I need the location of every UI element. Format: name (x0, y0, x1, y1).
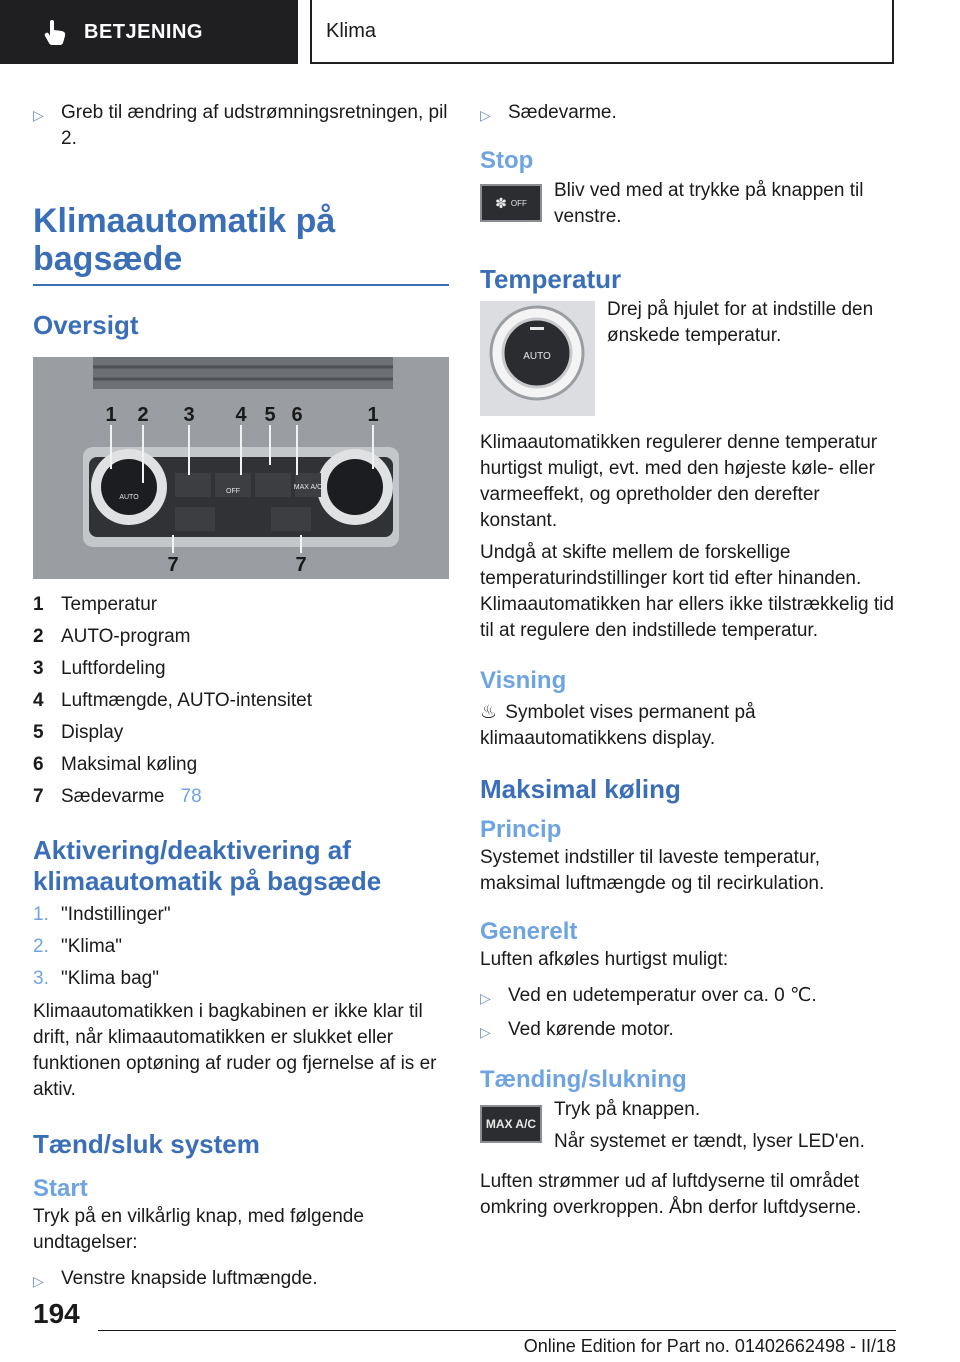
triangle-bullet-icon: ▷ (33, 1273, 44, 1289)
heading-start: Start (33, 1175, 88, 1202)
heading-onoff: Tænd/sluk system (33, 1129, 260, 1159)
panel-label: 2 (137, 404, 149, 426)
paragraph: Drej på hjulet for at indstille den ønskede temperatur. (607, 299, 874, 346)
svg-text:AUTO: AUTO (523, 351, 551, 362)
panel-label: 5 (264, 404, 276, 426)
panel-label: 3 (183, 404, 195, 426)
paragraph: Når systemet er tændt, lyser LED'en. (554, 1131, 865, 1152)
paragraph: Undgå at skifte mellem de forskellige temperaturindstillinger kort tid efter hinanden. Klimaautomatikken har ellers ikke tilstrækkelig tid til at regulere den indstillede temperatur. (480, 542, 894, 641)
paragraph: Systemet indstiller til laveste temperatur, maksimal luftmængde og til recirkulation. (480, 847, 825, 894)
heading-visning: Visning (480, 667, 567, 694)
bullet-item: ▷ Ved en udetemperatur over ca. 0 ℃. (480, 983, 896, 1011)
list-item: 1. "Indstillinger" (33, 904, 171, 925)
list-item: 2 AUTO-program (33, 626, 191, 647)
panel-label: 7 (167, 554, 179, 576)
paragraph: Luften strømmer ud af luftdyserne til området omkring overkroppen. Åbn derfor luftdyserne. (480, 1171, 862, 1218)
heading-temperature: Temperatur (480, 264, 622, 294)
section-tab (0, 0, 298, 64)
heading-generelt: Generelt (480, 918, 578, 945)
heading-oversigt: Oversigt (33, 310, 139, 340)
heading-activation: Aktivering/deaktivering af klimaautomatik på bagsæde (33, 835, 382, 896)
max-ac-button-icon: MAX A/C (480, 1105, 542, 1143)
seat-heating-icon: ♨ (480, 702, 498, 723)
paragraph: Klimaautomatikken regulerer denne temperatur hurtigst muligt, evt. med den højeste køle- eller varmeeffekt, og opretholder den derefter konstant. (480, 432, 878, 531)
list-item: 1 Temperatur (33, 594, 158, 615)
bullet-item: ▷ Ved kørende motor. (480, 1017, 896, 1045)
list-item: 4 Luftmængde, AUTO-intensitet (33, 690, 312, 711)
paragraph: Tryk på en vilkårlig knap, med følgende undtagelser: (33, 1206, 364, 1253)
chapter-title: Klima (326, 19, 377, 42)
temperature-knob-icon (480, 301, 595, 416)
left-column (33, 100, 449, 1300)
heading-princip: Princip (480, 816, 562, 843)
paragraph: ♨ Symbolet vises permanent på klimaautomatikkens display. (480, 702, 756, 749)
steps-list (33, 899, 449, 995)
list-item: 3. "Klima bag" (33, 968, 159, 989)
panel-label: 6 (291, 404, 303, 426)
right-column (480, 100, 896, 1221)
page-reference-link[interactable]: 78 (180, 786, 202, 807)
triangle-bullet-icon: ▷ (480, 107, 491, 123)
page-title: Klimaautomatik på bagsæde (33, 202, 336, 278)
bullet-item: ▷ Venstre knapside luftmængde. (33, 1266, 449, 1294)
section-title: BETJENING (84, 20, 203, 43)
hand-pointer-icon (40, 17, 70, 47)
bullet-item: ▷ Sædevarme. (480, 100, 896, 128)
panel-off-text: OFF (226, 488, 240, 495)
heading-onoff-cooling: Tænding/slukning (480, 1066, 687, 1093)
list-item: 5 Display (33, 722, 124, 743)
chapter-tab (310, 0, 894, 64)
panel-label: 4 (235, 404, 247, 426)
footer-divider (98, 1330, 896, 1331)
panel-auto-text: AUTO (119, 494, 139, 501)
paragraph: Luften afkøles hurtigst muligt: (480, 949, 729, 970)
paragraph: Tryk på knappen. (554, 1099, 701, 1120)
heading-stop: Stop (480, 147, 534, 174)
edition-text: Online Edition for Part no. 01402662498 - II/18 (523, 1336, 896, 1356)
page-number: 194 (33, 1298, 80, 1329)
panel-label: 7 (295, 554, 307, 576)
list-item: 3 Luftfordeling (33, 658, 166, 679)
bullet-item: ▷ Greb til ændring af udstrømningsretningen, pil 2. (33, 100, 449, 152)
triangle-bullet-icon: ▷ (33, 107, 44, 123)
triangle-bullet-icon: ▷ (480, 1024, 491, 1040)
climate-panel-image (33, 357, 449, 579)
panel-label: 1 (367, 404, 379, 426)
panel-label: 1 (105, 404, 117, 426)
list-item: 6 Maksimal køling (33, 754, 198, 775)
paragraph: Bliv ved med at trykke på knappen til venstre. (554, 180, 864, 227)
panel-max-text: MAX A/C (293, 484, 323, 491)
paragraph: Klimaautomatikken i bagkabinen er ikke klar til drift, når klimaautomatikken er slukket eller funktionen optøning af ruder og fjernelse af is er aktiv. (33, 1001, 437, 1100)
list-item: 7 Sædevarme 78 (33, 781, 449, 813)
heading-max-cooling: Maksimal køling (480, 774, 681, 804)
fan-off-button-icon: ✽ OFF (480, 184, 542, 222)
triangle-bullet-icon: ▷ (480, 990, 491, 1006)
legend-list (33, 589, 449, 813)
list-item: 2. "Klima" (33, 936, 122, 957)
